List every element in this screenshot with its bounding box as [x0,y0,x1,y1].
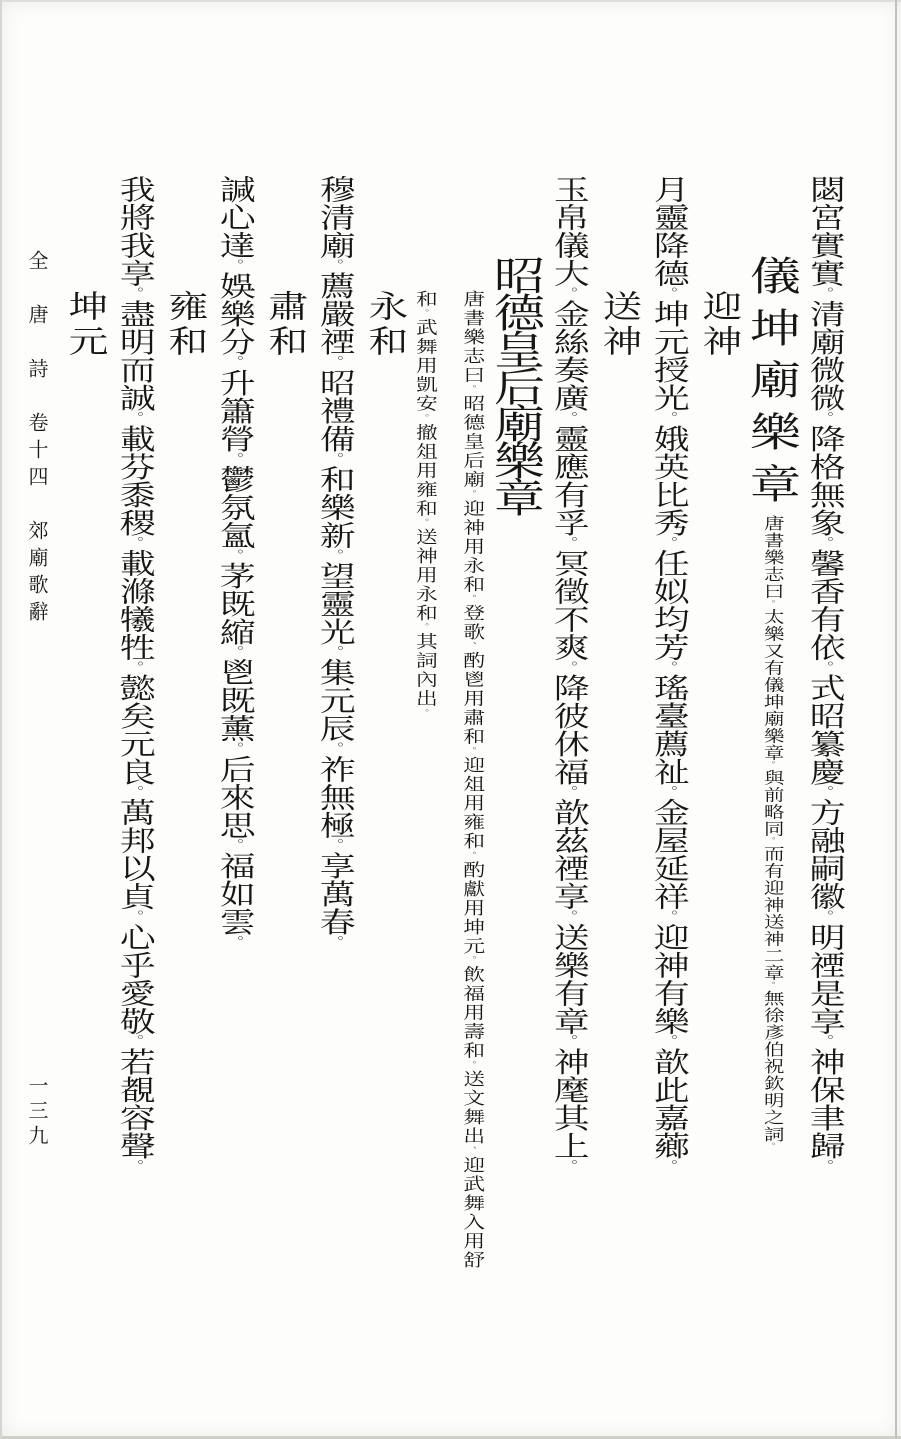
annotation-yikun: 唐書樂志曰。太樂又有儀坤廟樂章。與前略同。而有迎神送神二章。無徐彥伯祝欽明之詞。 [760,515,783,1152]
poem-text: 玉帛儀大。金絲奏廣。靈應有孚。冥徵不爽。降彼休福。歆茲禋享。送樂有章。神麾其上。 [548,175,589,1172]
section-header-text: 坤元 [62,290,108,360]
margin-column [15,175,57,1405]
annotation-column-left: 和。武舞用凱安。撤俎用雍和。送神用永和。其詞內出。 [412,290,437,719]
title-yikun-miao-yuezhang [738,175,805,1405]
chapter-title-text: 昭德皇后廟樂章 [486,255,545,514]
section-header-text: 永和 [362,290,408,360]
chapter-title-text: 儀坤廟樂章 [742,255,801,515]
section-header-text: 送神 [596,290,642,360]
running-title: 全 唐 詩 卷十四 郊廟歌辭 [25,250,47,628]
section-header-kunyuan [55,175,114,1405]
section-header-text: 肅和 [262,290,308,360]
poem-text: 諴心達。娛樂分。升簫膋。鬱氛氳。茅既縮。鬯既薰。后來思。福如雲。 [214,175,255,948]
poem-text: 我將我享。盡明而誠。載芬黍稷。載滌犧牲。懿矣元良。萬邦以貞。心乎愛敬。若覩容聲。 [114,175,155,1172]
section-header-text: 雍和 [162,290,208,360]
section-header-text: 迎神 [696,290,742,360]
page-number: 一三九 [25,1075,47,1150]
poem-text: 穆清廟。薦嚴禋。昭禮備。和樂新。望靈光。集元辰。祚無極。享萬春。 [314,175,355,948]
annotation-column-right: 唐書樂志曰。昭德皇后廟。迎神用永和。登歌、酌鬯用肅和。迎俎用雍和。酌獻用坤元。飲福用壽和。送文舞出、迎武舞入用舒 [459,290,484,1270]
annotation-zhaode [401,175,496,1405]
poem-text: 月靈降德。坤元授光。娥英比秀。任姒均芳。瑤臺薦祉。金屋延祥。迎神有樂。歆此嘉薌。 [648,175,689,1172]
poem-text: 閟宮實實。清廟微微。降格無象。馨香有依。式昭纂慶。方融嗣徽。明禋是享。神保聿歸。 [804,175,845,1172]
